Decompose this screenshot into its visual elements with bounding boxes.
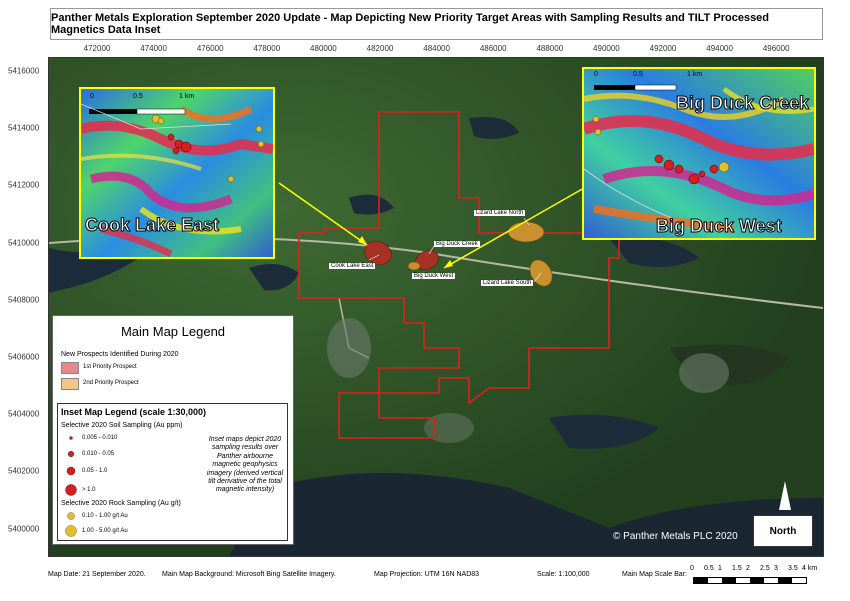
scale-bar-tick: 0.5	[704, 565, 714, 572]
scale-bar	[693, 577, 807, 584]
scale-bar-tick: 4 km	[802, 565, 818, 572]
easting-tick: 474000	[140, 44, 167, 53]
easting-tick: 492000	[649, 44, 677, 53]
footer-scale-bar-label: Main Map Scale Bar:	[622, 571, 687, 578]
inset-right-scale-1: 1 km	[687, 71, 703, 78]
legend-prospects-heading: New Prospects Identified During 2020	[61, 351, 179, 358]
footer-map-date: Map Date: 21 September 2020.	[48, 571, 146, 578]
north-label: North	[753, 515, 813, 547]
northing-tick: 5400000	[8, 524, 40, 534]
easting-tick: 494000	[706, 44, 733, 53]
soil-symbols	[63, 434, 83, 506]
inset-map-legend	[57, 403, 288, 541]
label-lizard-lake-north: Lizard Lake North	[476, 210, 524, 216]
scale-bar-tick: 3.5	[788, 565, 798, 572]
inset-right-title-top: Big Duck Creek	[676, 93, 810, 113]
inset-left-scale-1: 1 km	[179, 93, 195, 100]
soil-item-1: 0.005 - 0.010	[82, 435, 118, 441]
copyright-notice: © Panther Metals PLC 2020	[613, 531, 738, 542]
inset-right-title-bottom: Big Duck West	[656, 216, 782, 236]
footer-projection: Map Projection: UTM 16N NAD83	[374, 571, 480, 578]
scale-bar-tick: 2.5	[760, 565, 770, 572]
inset-legend-heading: Inset Map Legend (scale 1:30,000)	[61, 407, 207, 417]
legend-priority1-label: 1st Priority Prospect	[83, 364, 137, 370]
scale-bar-tick: 1.5	[732, 565, 742, 572]
label-cook-lake-east: Cook Lake East	[331, 263, 374, 269]
legend-title: Main Map Legend	[120, 324, 226, 339]
prospect-lizard-lake-north[interactable]	[508, 222, 544, 242]
rock-item-2: 1.00 - 5.00 g/t Au	[82, 528, 128, 534]
scale-bar-tick: 0	[690, 565, 694, 572]
town-area	[327, 318, 371, 378]
inset-left-scale-0: 0	[90, 93, 94, 100]
inset-left-title: Cook Lake East	[85, 215, 220, 235]
soil-item-4: > 1.0	[82, 487, 96, 493]
inset-left-scale-05: 0.5	[133, 93, 143, 100]
northing-tick: 5414000	[8, 123, 40, 133]
northing-tick: 5410000	[8, 238, 40, 248]
easting-tick: 488000	[536, 44, 564, 53]
rock-item-1: 0.10 - 1.00 g/t Au	[82, 513, 128, 519]
northing-tick: 5408000	[8, 295, 40, 305]
prospect-big-duck-west[interactable]	[408, 262, 420, 270]
legend-priority2-label: 2nd Priority Prospect	[83, 380, 139, 386]
label-lizard-lake-south: Lizard Lake South	[483, 280, 532, 286]
easting-tick: 490000	[593, 44, 620, 53]
soil-item-3: 0.05 - 1.0	[82, 468, 108, 474]
inset-map-cook-lake-east[interactable]	[79, 87, 275, 259]
soil-heading: Selective 2020 Soil Sampling (Au ppm)	[61, 422, 183, 429]
inset-right-scale-05: 0.5	[633, 71, 643, 78]
easting-tick: 480000	[310, 44, 337, 53]
label-big-duck-creek: Big Duck Creek	[436, 241, 478, 247]
scale-bar-tick: 3	[774, 565, 778, 572]
rock-symbols	[63, 511, 83, 539]
northing-tick: 5416000	[8, 66, 40, 76]
northing-tick: 5412000	[8, 180, 40, 190]
label-big-duck-west: Big Duck West	[414, 273, 454, 279]
easting-tick: 482000	[366, 44, 394, 53]
easting-tick: 484000	[423, 44, 450, 53]
northing-tick: 5406000	[8, 352, 40, 362]
soil-item-2: 0.010 - 0.05	[82, 451, 115, 457]
map-title: Panther Metals Exploration September 2020 Update - Map Depicting New Priority Target Areas with Sampling Results and TILT Processed Magnetics Data Inset	[50, 8, 823, 40]
inset-right-scale-0: 0	[594, 71, 598, 78]
northing-tick: 5404000	[8, 409, 40, 419]
scale-bar-tick: 2	[746, 565, 750, 572]
easting-tick: 486000	[479, 44, 507, 53]
legend-swatch-priority1	[61, 362, 79, 374]
easting-tick: 478000	[253, 44, 281, 53]
rock-heading: Selective 2020 Rock Sampling (Au g/t)	[61, 500, 181, 507]
northing-tick: 5402000	[8, 466, 40, 476]
easting-tick: 476000	[196, 44, 224, 53]
scale-bar-tick: 1	[718, 565, 722, 572]
easting-tick: 472000	[83, 44, 111, 53]
easting-tick: 496000	[762, 44, 790, 53]
main-map-legend	[52, 315, 294, 545]
inset-legend-note: Inset maps depict 2020 sampling results over Panther airbourne magnetic geophysics imagery (derived vertical tilt derivative of the total magnetic intensity)	[206, 436, 284, 494]
inset-map-big-duck[interactable]	[582, 67, 816, 240]
legend-swatch-priority2	[61, 378, 79, 390]
footer-scale: Scale: 1:100,000	[537, 571, 590, 578]
town-area	[679, 353, 729, 393]
footer-background: Main Map Background: Microsoft Bing Satellite Imagery.	[162, 571, 336, 578]
